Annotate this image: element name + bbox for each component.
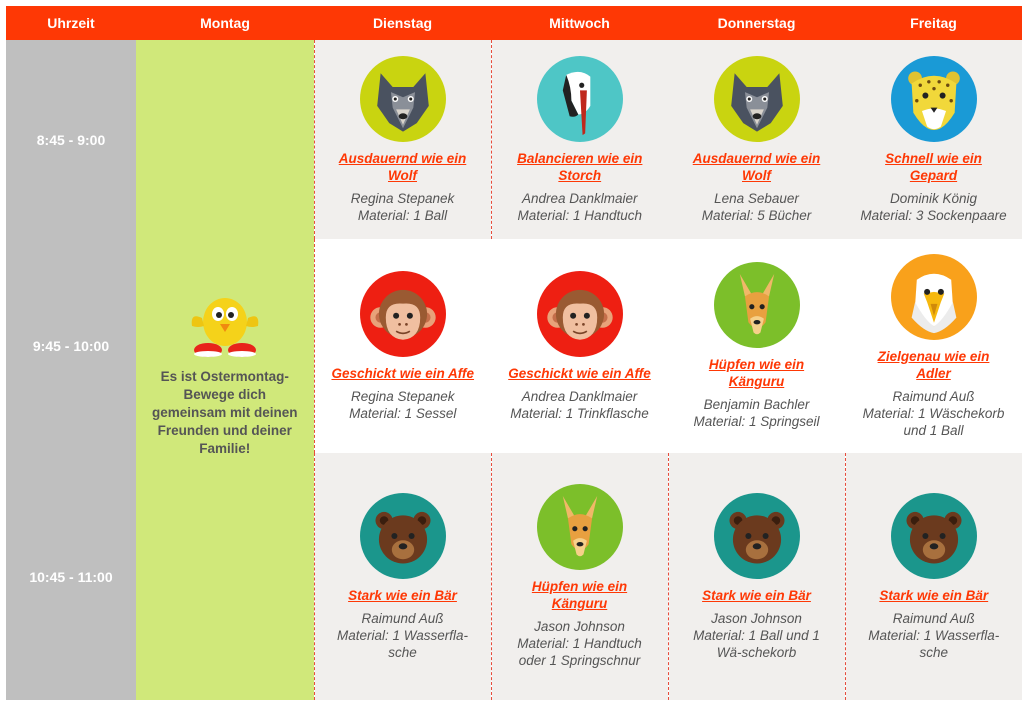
activity-cell (491, 453, 668, 700)
header-day: Freitag (845, 6, 1022, 40)
instructor-name: Regina Stepanek (350, 388, 455, 404)
activity-link[interactable]: Hüpfen wie ein Känguru (708, 357, 805, 389)
material-text: Material: 1 Wasserfla-sche (868, 627, 1000, 660)
header-day: Donnerstag (668, 6, 845, 40)
monday-message: Es ist Ostermontag- Bewege dich gemeinsam mit deinen Freunden und deiner Familie! (151, 369, 298, 456)
activity-link[interactable]: Ausdauernd wie ein Wolf (338, 150, 467, 183)
instructor-name: Jason Johnson (534, 619, 625, 634)
instructor-name: Regina Stepanek (350, 190, 455, 206)
material-text: Material: 3 Sockenpaare (860, 207, 1007, 223)
time-slot: 9:45 - 10:00 (6, 239, 136, 453)
bear-icon (891, 493, 977, 579)
activity-cell (491, 239, 668, 453)
material-text: Material: 1 Wasserfla-sche (336, 627, 469, 660)
material-text: Material: 1 Ball (357, 207, 448, 223)
activity-cell (668, 453, 845, 700)
header-time: Uhrzeit (6, 6, 136, 40)
instructor-name: Andrea Danklmaier (521, 388, 638, 404)
material-text: Material: 1 Handtuch (517, 207, 643, 223)
material-text: Material: 1 Springseil (693, 414, 820, 429)
material-text: Material: 1 Sessel (349, 405, 457, 421)
schedule-row (6, 40, 1022, 239)
activity-cell (491, 40, 668, 239)
activity-link[interactable]: Schnell wie ein Gepard (885, 150, 982, 183)
material-text: Material: 1 Trinkflasche (510, 405, 649, 421)
activity-cell (845, 453, 1022, 700)
activity-link[interactable]: Geschickt wie ein Affe (331, 365, 475, 381)
activity-cell (314, 453, 491, 700)
material-text: Material: 1 Handtuch oder 1 Springschnur (517, 636, 642, 668)
activity-link[interactable]: Ausdauernd wie ein Wolf (692, 150, 821, 183)
instructor-name: Lena Sebauer (714, 190, 799, 206)
stork-icon (537, 56, 623, 142)
activity-link[interactable]: Stark wie ein Bär (702, 587, 811, 603)
instructor-name: Dominik König (889, 190, 978, 206)
material-text: Material: 5 Bücher (701, 207, 812, 223)
activity-link[interactable]: Stark wie ein Bär (879, 587, 989, 603)
monkey-icon (360, 271, 446, 357)
time-slot: 10:45 - 11:00 (6, 453, 136, 700)
activity-link[interactable]: Balancieren wie ein Storch (517, 150, 643, 183)
schedule-table (6, 6, 1022, 700)
chick-icon (180, 282, 270, 362)
bear-icon (360, 493, 446, 579)
header-day: Dienstag (314, 6, 491, 40)
bear-icon (714, 493, 800, 579)
kangaroo-icon (714, 262, 800, 348)
monkey-icon (537, 271, 623, 357)
material-text: Material: 1 Wäschekorb und 1 Ball (862, 405, 1005, 438)
monday-cell (136, 40, 314, 700)
cheetah-icon (891, 56, 977, 142)
instructor-name: Jason Johnson (711, 610, 802, 626)
activity-link[interactable]: Stark wie ein Bär (348, 587, 457, 603)
activity-link[interactable]: Geschickt wie ein Affe (508, 365, 651, 381)
activity-cell (668, 239, 845, 453)
instructor-name: Andrea Danklmaier (521, 190, 638, 206)
activity-cell (314, 40, 491, 239)
wolf-icon (360, 56, 446, 142)
activity-link[interactable]: Zielgenau wie ein Adler (877, 348, 990, 381)
activity-link[interactable]: Hüpfen wie ein Känguru (531, 579, 628, 611)
activity-cell (845, 239, 1022, 453)
material-text: Material: 1 Ball und 1 Wä-schekorb (693, 627, 820, 660)
kangaroo-icon (537, 484, 623, 570)
header-row (6, 6, 1022, 40)
instructor-name: Raimund Auß (892, 610, 975, 626)
instructor-name: Raimund Auß (892, 388, 975, 404)
instructor-name: Benjamin Bachler (703, 397, 810, 412)
wolf-icon (714, 56, 800, 142)
activity-cell (314, 239, 491, 453)
time-slot: 8:45 - 9:00 (6, 40, 136, 239)
activity-cell (668, 40, 845, 239)
eagle-icon (891, 254, 977, 340)
instructor-name: Raimund Auß (361, 610, 444, 626)
header-day: Montag (136, 6, 314, 40)
header-day: Mittwoch (491, 6, 668, 40)
activity-cell (845, 40, 1022, 239)
